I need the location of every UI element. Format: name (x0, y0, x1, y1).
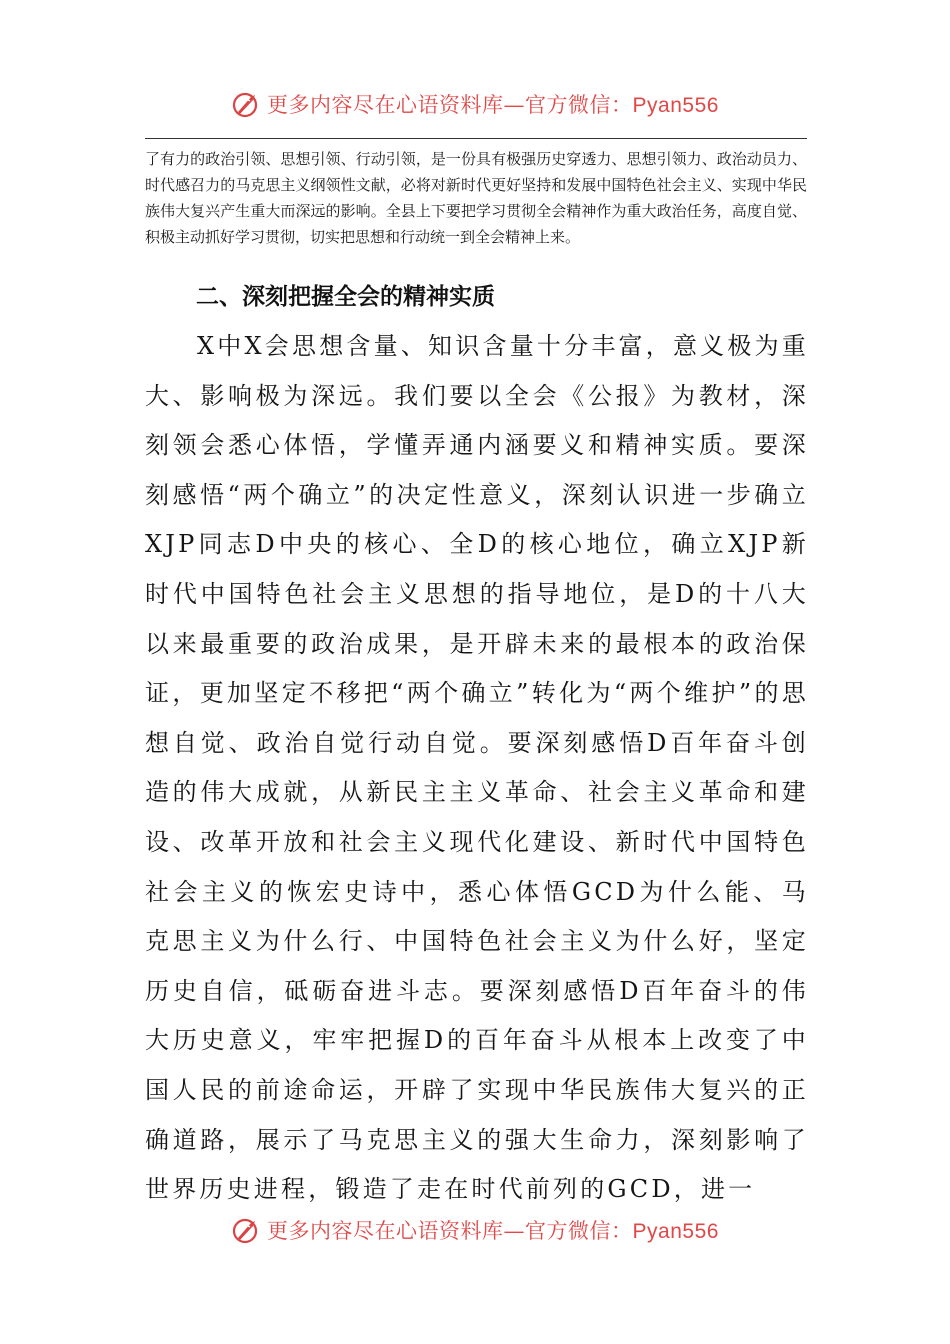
header-text: 更多内容尽在心语资料库—官方微信：Pyan556 (267, 93, 719, 117)
footer-text: 更多内容尽在心语资料库—官方微信：Pyan556 (267, 1219, 719, 1243)
body-paragraph: X中X会思想含量、知识含量十分丰富，意义极为重大、影响极为深远。我们要以全会《公报》为教材，深刻领会悉心体悟，学懂弄通内涵要义和精神实质。要深刻感悟“两个确立”的决定性意义，深刻认识进一步确立XJP同志D中央的核心、全D的核心地位，确立XJP新时代中国特色社会主义思想的指导地位，是D的十八大以来最重要的政治成果，是开辟未来的最根本的政治保证，更加坚定不移把“两个确立”转化为“两个维护”的思想自觉、政治自觉行动自觉。要深刻感悟D百年奋斗创造的伟大成就，从新民主主义革命、社会主义革命和建设、改革开放和社会主义现代化建设、新时代中国特色社会主义的恢宏史诗中，悉心体悟GCD为什么能、马克思主义为什么行、中国特色社会主义为什么好，坚定历史自信，砥砺奋进斗志。要深刻感悟D百年奋斗的伟大历史意义，牢牢把握D的百年奋斗从根本上改变了中国人民的前途命运，开辟了实现中华民族伟大复兴的正确道路，展示了马克思主义的强大生命力，深刻影响了世界历史进程，锻造了走在时代前列的GCD，进一 (145, 332, 809, 1204)
pen-nib-circle-icon (231, 89, 261, 119)
pen-nib-circle-icon (231, 1215, 261, 1245)
footer-wechat-id: Pyan556 (632, 1220, 719, 1243)
wechat-id: Pyan556 (632, 94, 719, 117)
section-heading: 二、深刻把握全会的精神实质 (196, 284, 495, 310)
header-divider (145, 138, 807, 139)
header-banner (0, 86, 950, 122)
footer-banner (0, 1212, 950, 1248)
intro-paragraph: 了有力的政治引领、思想引领、行动引领，是一份具有极强历史穿透力、思想引领力、政治动员力、时代感召力的马克思主义纲领性文献，必将对新时代更好坚持和发展中国特色社会主义、实现中华民族伟大复兴产生重大而深远的影响。全县上下要把学习贯彻全会精神作为重大政治任务，高度自觉、积极主动抓好学习贯彻，切实把思想和行动统一到全会精神上来。 (145, 150, 807, 246)
